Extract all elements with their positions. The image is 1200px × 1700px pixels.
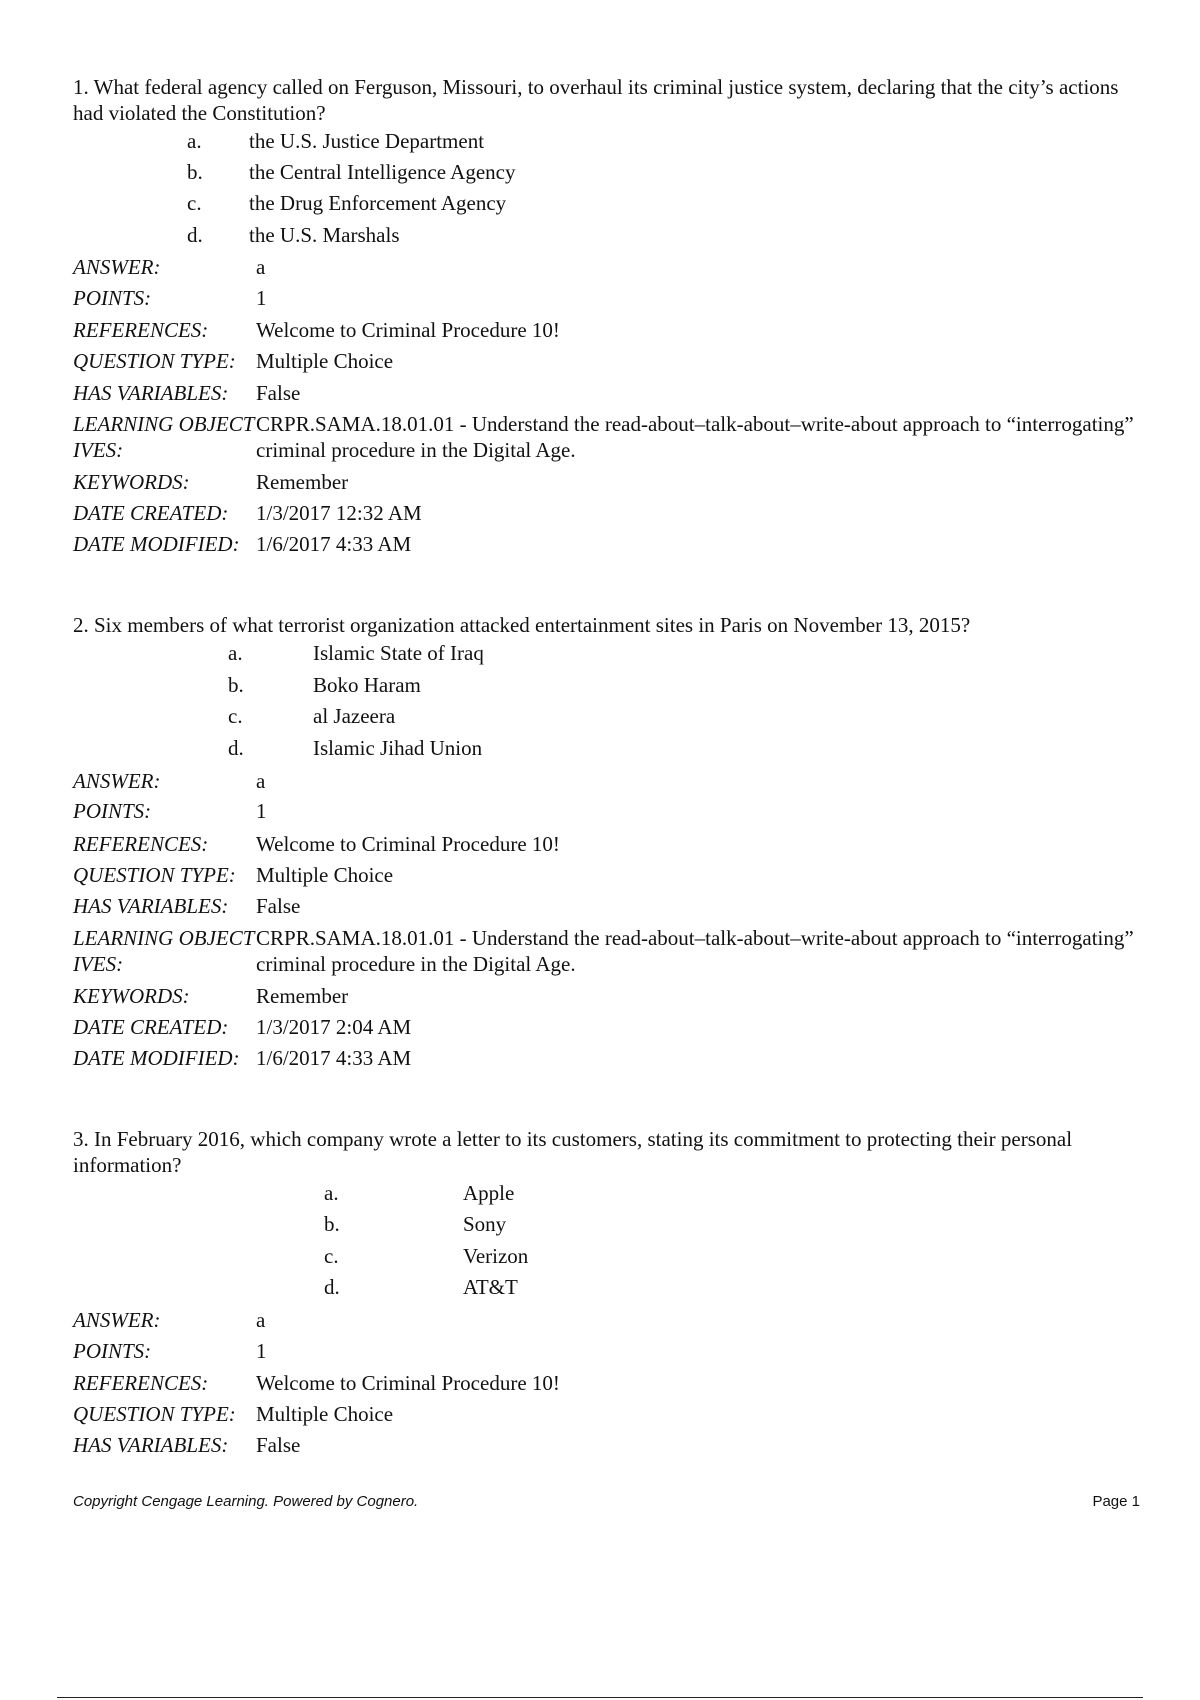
q3-has-variables-label: HAS VARIABLES: <box>73 1433 229 1457</box>
q2-answer-value: a <box>256 769 266 793</box>
q3-option-a-text: Apple <box>463 1181 515 1205</box>
q3-option-c-text: Verizon <box>463 1244 529 1268</box>
q3-points-label: POINTS: <box>73 1339 152 1363</box>
bottom-divider <box>57 1697 1143 1698</box>
q1-date-created-label: DATE CREATED: <box>73 501 229 525</box>
q1-question-type-value: Multiple Choice <box>256 349 394 373</box>
q2-has-variables-value: False <box>256 894 301 918</box>
q3-answer-value: a <box>256 1308 266 1332</box>
q2-points-label: POINTS: <box>73 799 152 823</box>
question-3-prompt: 3. In February 2016, which company wrote a letter to its customers, stating its commitment to protecting their personal information? <box>73 1127 1073 1177</box>
q2-option-c-letter: c. <box>228 704 243 728</box>
q1-option-d-text: the U.S. Marshals <box>249 223 400 247</box>
q1-date-modified-label: DATE MODIFIED: <box>73 532 240 556</box>
q3-option-d-letter: d. <box>324 1275 340 1299</box>
q1-option-a-text: the U.S. Justice Department <box>249 129 485 153</box>
q2-keywords-value: Remember <box>256 984 349 1008</box>
q3-option-b-text: Sony <box>463 1212 507 1236</box>
q2-answer-label: ANSWER: <box>73 769 161 793</box>
q1-has-variables-label: HAS VARIABLES: <box>73 381 229 405</box>
q2-points-value: 1 <box>256 799 267 823</box>
q1-answer-value: a <box>256 255 266 279</box>
q3-answer-label: ANSWER: <box>73 1308 161 1332</box>
q1-keywords-label: KEYWORDS: <box>73 470 190 494</box>
q1-date-modified-value: 1/6/2017 4:33 AM <box>256 532 412 556</box>
q1-option-a-letter: a. <box>187 129 202 153</box>
q3-option-d-text: AT&T <box>463 1275 518 1299</box>
q2-references-label: REFERENCES: <box>73 832 209 856</box>
q2-option-d-letter: d. <box>228 736 244 760</box>
q3-references-value: Welcome to Criminal Procedure 10! <box>256 1371 560 1395</box>
q3-option-c-letter: c. <box>324 1244 339 1268</box>
q1-keywords-value: Remember <box>256 470 349 494</box>
footer-page-number: Page 1 <box>1092 1493 1140 1510</box>
q1-learning-objectives-label: LEARNING OBJECTIVES: <box>73 412 255 462</box>
q1-option-c-text: the Drug Enforcement Agency <box>249 191 507 215</box>
q1-answer-label: ANSWER: <box>73 255 161 279</box>
q1-option-b-text: the Central Intelligence Agency <box>249 160 516 184</box>
q3-option-a-letter: a. <box>324 1181 339 1205</box>
q2-option-d-text: Islamic Jihad Union <box>313 736 483 760</box>
q2-option-b-text: Boko Haram <box>313 673 421 697</box>
q2-date-modified-label: DATE MODIFIED: <box>73 1046 240 1070</box>
q2-option-c-text: al Jazeera <box>313 704 396 728</box>
q2-references-value: Welcome to Criminal Procedure 10! <box>256 832 560 856</box>
q2-date-created-label: DATE CREATED: <box>73 1015 229 1039</box>
q1-references-label: REFERENCES: <box>73 318 209 342</box>
q2-learning-objectives-label: LEARNING OBJECTIVES: <box>73 926 255 976</box>
q3-has-variables-value: False <box>256 1433 301 1457</box>
q2-keywords-label: KEYWORDS: <box>73 984 190 1008</box>
question-2-prompt: 2. Six members of what terrorist organization attacked entertainment sites in Paris on November 13, 2015? <box>73 613 971 637</box>
q3-question-type-value: Multiple Choice <box>256 1402 394 1426</box>
q1-points-label: POINTS: <box>73 286 152 310</box>
q1-option-b-letter: b. <box>187 160 203 184</box>
q1-option-c-letter: c. <box>187 191 202 215</box>
question-1-prompt: 1. What federal agency called on Ferguson, Missouri, to overhaul its criminal justice system, declaring that the city’s actions had violated the Constitution? <box>73 75 1119 125</box>
q2-question-type-value: Multiple Choice <box>256 863 394 887</box>
q3-question-type-label: QUESTION TYPE: <box>73 1402 236 1426</box>
q1-option-d-letter: d. <box>187 223 203 247</box>
footer-copyright: Copyright Cengage Learning. Powered by Cognero. <box>73 1493 419 1510</box>
q2-question-type-label: QUESTION TYPE: <box>73 863 236 887</box>
q1-has-variables-value: False <box>256 381 301 405</box>
q3-references-label: REFERENCES: <box>73 1371 209 1395</box>
q1-points-value: 1 <box>256 286 267 310</box>
q1-learning-objectives-value: CRPR.SAMA.18.01.01 - Understand the read-about–talk-about–write-about approach to “interrogating” criminal procedure in the Digital Age. <box>256 412 1134 462</box>
q2-option-b-letter: b. <box>228 673 244 697</box>
q2-option-a-text: Islamic State of Iraq <box>313 641 484 665</box>
q1-references-value: Welcome to Criminal Procedure 10! <box>256 318 560 342</box>
q2-option-a-letter: a. <box>228 641 243 665</box>
q3-points-value: 1 <box>256 1339 267 1363</box>
q3-option-b-letter: b. <box>324 1212 340 1236</box>
q1-question-type-label: QUESTION TYPE: <box>73 349 236 373</box>
q2-date-created-value: 1/3/2017 2:04 AM <box>256 1015 412 1039</box>
q2-has-variables-label: HAS VARIABLES: <box>73 894 229 918</box>
q2-date-modified-value: 1/6/2017 4:33 AM <box>256 1046 412 1070</box>
q2-learning-objectives-value: CRPR.SAMA.18.01.01 - Understand the read-about–talk-about–write-about approach to “interrogating” criminal procedure in the Digital Age. <box>256 926 1134 976</box>
q1-date-created-value: 1/3/2017 12:32 AM <box>256 501 422 525</box>
